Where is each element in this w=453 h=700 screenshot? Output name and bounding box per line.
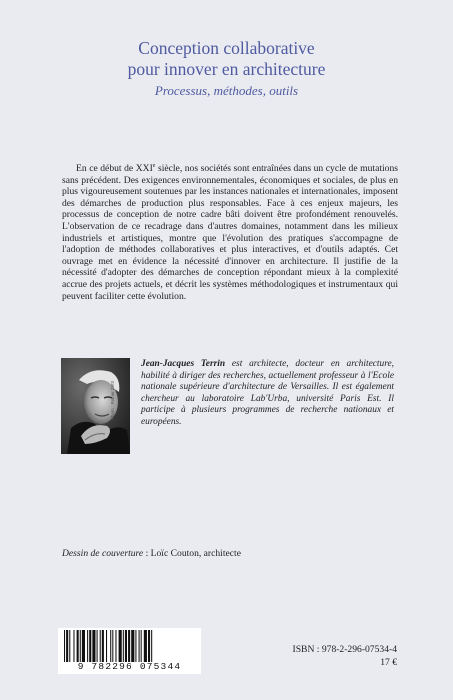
cover-credit-separator: : [143, 548, 151, 559]
barcode-bar [106, 630, 107, 662]
barcode-bar [151, 630, 152, 662]
photo-credit: Photo : Reiner Zettl [110, 381, 115, 420]
barcode-bar [77, 630, 79, 662]
barcode-bar [97, 630, 98, 662]
author-bio-text: est architecte, docteur en architecture, habilité à diriger des recherches, actuellement professeur à l'Ecole nationale supérieure d'architecture de Versailles. Il est également chercheur au laboratoire Lab'Urba, université Paris Est. Il participe à plusieurs programmes de recherche nationaux et européens. [141, 359, 394, 427]
title-block [0, 38, 453, 99]
summary-text: siècle, nos sociétés sont entraînées dans un cycle de mutations sans précédent. Des exigences environnementales, économiques et sociales, de plus en plus vigoureusement soutenues par les instances nationales et internationales, imposent des démarches de production plus responsables. Face à ces enjeux majeurs, les processus de conception de notre cadre bâti doivent être profondément renouvelés. L'observation de ce recadrage dans d'autres domaines, notamment dans les milieux industriels et artistiques, montre que l'évolution des pratiques s'accompagne de l'adoption de méthodes collaboratives et plus interactives, et d'outils adaptés. Cet ouvrage met en évidence la nécessité d'innover en architecture. Il justifie de la nécessité d'adopter des démarches de conception répondant mieux à la complexité accrue des projets actuels, et décrit les systèmes méthodologiques et instrumentaux qui peuvent faciliter cette évolution. [62, 163, 398, 302]
title-line-1: Conception collaborative [138, 38, 315, 58]
barcode-bar [92, 630, 95, 662]
barcode-bar [115, 630, 116, 662]
cover-credit-value: Loïc Couton, architecte [150, 548, 241, 559]
barcode-digits: 9 782296 075344 [77, 661, 182, 672]
summary-lead: En ce début de XXI [76, 163, 153, 174]
barcode-bar [131, 630, 134, 662]
cover-credit-label: Dessin de couverture [62, 548, 144, 559]
barcode [58, 628, 201, 674]
author-name: Jean-Jacques Terrin [141, 359, 226, 369]
barcode-bar [148, 630, 150, 662]
barcode-bar [66, 630, 68, 662]
barcode-bar [125, 630, 127, 662]
summary-paragraph [62, 163, 398, 302]
cover-credit [62, 548, 241, 559]
barcode-bar [102, 630, 104, 662]
barcode-bar [123, 630, 124, 662]
book-subtitle: Processus, méthodes, outils [154, 83, 299, 98]
price: 17 € [380, 657, 397, 668]
author-bio [141, 359, 394, 429]
author-photo [61, 358, 130, 454]
barcode-bar [135, 630, 136, 662]
barcode-bar [139, 630, 140, 662]
barcode-bar [89, 630, 91, 662]
barcode-bar [73, 630, 74, 662]
barcode-bar [119, 630, 122, 662]
barcode-bar [141, 630, 142, 662]
barcode-bar [128, 630, 130, 662]
barcode-bar [87, 630, 88, 662]
barcode-bar [80, 630, 81, 662]
book-title [0, 38, 453, 80]
title-line-2: pour innover en architecture [127, 59, 326, 79]
summary-superscript: e [152, 162, 156, 169]
barcode-bar [100, 630, 101, 662]
barcode-bar [82, 630, 85, 662]
barcode-bars [58, 628, 201, 662]
barcode-bar [64, 630, 65, 662]
barcode-bar [110, 630, 111, 662]
barcode-bar [112, 630, 113, 662]
barcode-bar [144, 630, 147, 662]
isbn: ISBN : 978-2-296-07534-4 [292, 644, 397, 655]
barcode-bar [69, 630, 70, 662]
author-portrait-image [61, 358, 130, 454]
